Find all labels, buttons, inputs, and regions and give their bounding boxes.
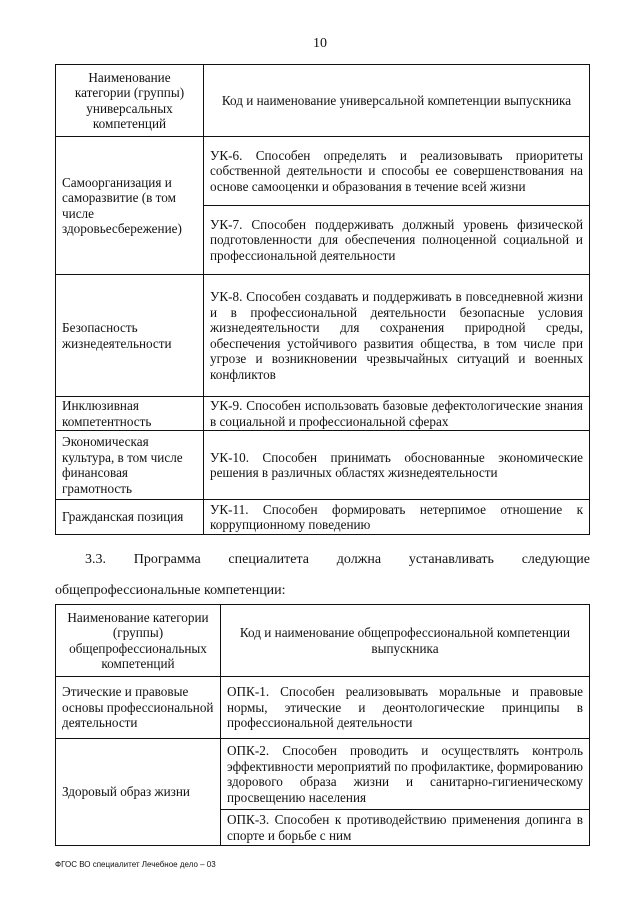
table-row — [56, 739, 590, 810]
header-category-cell: Наименование категории (группы) универсальных компетенций — [56, 65, 204, 137]
table-row — [56, 500, 590, 535]
category-cell: Экономическая культура, в том числе финансовая грамотность — [56, 431, 204, 500]
table-row — [56, 137, 590, 206]
header-competence-cell: Код и наименование универсальной компетенции выпускника — [204, 65, 590, 137]
general-professional-competences-table — [55, 604, 590, 846]
category-cell: Самоорганизация и саморазвитие (в том числе здоровьесбережение) — [56, 137, 204, 275]
category-cell: Гражданская позиция — [56, 500, 204, 535]
universal-competences-table — [55, 64, 590, 535]
paragraph-continuation: общепрофессиональные компетенции: — [55, 583, 286, 598]
header-category-cell: Наименование категории (группы) общепрофессиональных компетенций — [56, 605, 221, 677]
category-cell: Инклюзивная компетентность — [56, 397, 204, 431]
table-header-row — [56, 65, 590, 137]
competence-cell: УК-6. Способен определять и реализовывать приоритеты собственной деятельности и способы ее совершенствования на основе самооценки и образования в течение всей жизни — [204, 137, 590, 206]
table-row — [56, 397, 590, 431]
competence-cell: ОПК-1. Способен реализовывать моральные и правовые нормы, этические и деонтологические принципы в профессиональной деятельности — [221, 677, 590, 739]
competence-cell: УК-11. Способен формировать нетерпимое отношение к коррупционному поведению — [204, 500, 590, 535]
competence-cell: УК-10. Способен принимать обоснованные экономические решения в различных областях жизнедеятельности — [204, 431, 590, 500]
competence-cell: УК-8. Способен создавать и поддерживать в повседневной жизни и в профессиональной деятельности безопасные условия жизнедеятельности для сохранения природной среды, обеспечения устойчивого развития общества, в том числе при угрозе и возникновении чрезвычайных ситуаций и военных конфликтов — [204, 275, 590, 397]
page-number: 10 — [313, 36, 327, 51]
table-row — [56, 431, 590, 500]
header-competence-cell: Код и наименование общепрофессиональной компетенции выпускника — [221, 605, 590, 677]
competence-cell: ОПК-3. Способен к противодействию применения допинга в спорте и борьбе с ним — [221, 810, 590, 846]
competence-cell: УК-9. Способен использовать базовые дефектологические знания в социальной и профессиональной сферах — [204, 397, 590, 431]
document-footer: ФГОС ВО специалитет Лечебное дело – 03 — [55, 860, 216, 869]
competence-cell: ОПК-2. Способен проводить и осуществлять контроль эффективности мероприятий по профилактике, формированию здорового образа жизни и санитарно-гигиеническому просвещению населения — [221, 739, 590, 810]
competence-cell: УК-7. Способен поддерживать должный уровень физической подготовленности для обеспечения полноценной социальной и профессиональной деятельности — [204, 206, 590, 275]
paragraph-number: 3.3. — [85, 552, 106, 567]
table-row — [56, 275, 590, 397]
category-cell: Этические и правовые основы профессиональной деятельности — [56, 677, 221, 739]
category-cell: Безопасность жизнедеятельности — [56, 275, 204, 397]
table-header-row — [56, 605, 590, 677]
category-cell: Здоровый образ жизни — [56, 739, 221, 846]
table-row — [56, 677, 590, 739]
paragraph-line — [55, 552, 590, 568]
paragraph-text: Программа специалитета должна устанавливать следующие — [133, 552, 590, 567]
